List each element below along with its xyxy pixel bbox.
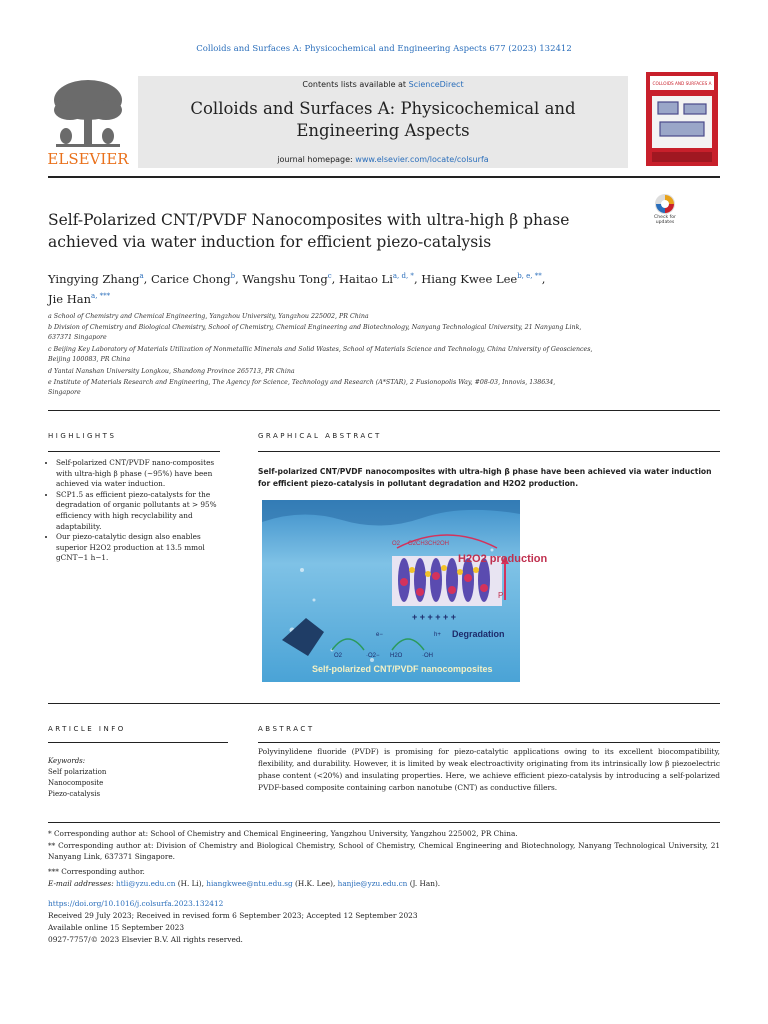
email-addresses — [48, 878, 720, 889]
affiliation: c Beijing Key Laboratory of Materials Utilization of Nonmetallic Minerals and Solid Wastes, School of Materials Science and Technology, China University of Geosciences, — [48, 346, 593, 353]
abstract-text: Polyvinylidene fluoride (PVDF) is promising for piezo-catalytic applications owing to its excellent biocompatibility, flexibility, and durability. However, it is limited by weak electroactivity originating from its intrinsically low β piezoelectric phase content (<20%) and insulating properties. Here, we achieve efficient piezo-catalysis by introducing a self-polarized PVDF-based composite containing carbon nanotube (CNT) as conductive fillers. — [258, 747, 720, 792]
highlights-rule — [48, 451, 220, 452]
label-polarization: P — [498, 591, 504, 600]
email-label: E-mail addresses: — [48, 879, 114, 888]
email-link[interactable]: htli@yzu.edu.cn — [116, 879, 176, 888]
label-electron: e− — [376, 632, 383, 638]
abstract-rule — [258, 742, 720, 743]
footnote: * Corresponding author at: School of Chemistry and Chemical Engineering, Yangzhou University, Yangzhou 225002, PR China. — [48, 829, 518, 838]
author-affil-sup[interactable]: a, d, * — [392, 272, 414, 280]
footnote: ** Corresponding author at: Division of Chemistry and Biological Chemistry, School of Chemistry, Chemical Engineering and Biotechnology, Nanyang Technological University, 21 Nanyang Link, 637371 Singapore. — [48, 841, 720, 861]
email-owner: (H. Li), — [175, 879, 207, 888]
author-affil-sup[interactable]: c — [327, 272, 332, 280]
author[interactable]: Jie Han — [48, 291, 92, 306]
email-link[interactable]: hanjie@yzu.edu.cn — [337, 879, 408, 888]
affiliation: Beijing 100083, PR China — [48, 356, 131, 363]
check-updates-label: Check for updates — [654, 215, 676, 225]
author[interactable]: Hiang Kwee Lee — [421, 271, 518, 286]
author[interactable]: Haitao Li — [338, 271, 393, 286]
journal-title: Colloids and Surfaces A: Physicochemical and Engineering Aspects — [190, 99, 576, 140]
label-degradation: Degradation — [452, 629, 505, 639]
sciencedirect-link[interactable]: ScienceDirect — [408, 80, 464, 89]
cover-title: COLLOIDS AND SURFACES A — [652, 81, 712, 86]
affiliation: b Division of Chemistry and Biological Chemistry, School of Chemistry, Chemical Engineering and Biotechnology, Nanyang Technological University, 21 Nanyang Link, — [48, 324, 582, 331]
keyword[interactable]: Self polarization — [48, 768, 107, 776]
author[interactable]: Yingying Zhang — [48, 271, 140, 286]
label-plus-charges: + + + + + + — [412, 612, 457, 622]
keyword[interactable]: Nanocomposite — [48, 779, 104, 787]
homepage-prefix: journal homepage: — [277, 155, 356, 164]
journal-homepage — [138, 155, 628, 164]
email-owner: (J. Han). — [407, 879, 441, 888]
graphical-abstract-rule — [258, 451, 720, 452]
section-rule — [48, 410, 720, 411]
title-line-1: Self-Polarized CNT/PVDF Nanocomposites with ultra-high β phase — [48, 211, 570, 229]
label-water: H2O — [390, 653, 403, 659]
highlights-heading: HIGHLIGHTS — [48, 432, 117, 440]
affiliation: e Institute of Materials Research and Engineering, The Agency for Science, Technology and Research (A*STAR), 2 Fusionopolis Way, #08-03, Innovis, 138634, — [48, 379, 556, 386]
label-hydroxyl: ·OH — [422, 653, 433, 659]
label-hole: h+ — [434, 632, 441, 638]
contents-prefix: Contents lists available at — [302, 80, 409, 89]
author[interactable]: Wangshu Tong — [242, 271, 328, 286]
figure-caption-text: Self-polarized CNT/PVDF nanocomposites — [312, 664, 493, 674]
footnote-rule — [48, 822, 720, 823]
article-info-heading: ARTICLE INFO — [48, 725, 126, 733]
label-o2-ethanol: O2CH3CH2OH — [408, 541, 450, 547]
highlight-item: • Self-polarized CNT/PVDF nano-composites with ultra-high β phase (~95%) have been achieved via water induction. — [56, 458, 220, 490]
elsevier-logo[interactable] — [46, 72, 130, 168]
author-affil-sup[interactable]: b, e, ** — [517, 272, 542, 280]
email-owner: (H.K. Lee), — [292, 879, 338, 888]
affiliation: a School of Chemistry and Chemical Engineering, Yangzhou University, Yangzhou 225002, PR China — [48, 313, 369, 320]
abstract-heading: ABSTRACT — [258, 725, 315, 733]
elsevier-wordmark: ELSEVIER — [47, 150, 129, 168]
title-line-2: achieved via water induction for efficient piezo-catalysis — [48, 233, 492, 251]
keywords-label: Keywords: — [48, 757, 86, 765]
running-header[interactable]: Colloids and Surfaces A: Physicochemical and Engineering Aspects 677 (2023) 132412 — [196, 44, 572, 54]
masthead-rule — [48, 176, 720, 178]
article-info-rule — [48, 742, 228, 743]
graphical-abstract-heading: GRAPHICAL ABSTRACT — [258, 432, 382, 440]
article-title — [48, 209, 618, 253]
label-o2-left: O2 — [334, 653, 343, 659]
contents-line — [138, 80, 628, 89]
check-for-updates-badge[interactable] — [650, 193, 680, 229]
highlights-list — [48, 458, 220, 564]
graphical-abstract-figure[interactable] — [262, 500, 548, 682]
section-rule — [48, 703, 720, 704]
author[interactable]: Carice Chong — [150, 271, 231, 286]
highlight-item: • SCP1.5 as efficient piezo-catalysts for the degradation of organic pollutants at > 95% efficiency with high recyclability and adaptability. — [56, 490, 220, 532]
author-affil-sup[interactable]: a, *** — [91, 291, 111, 300]
graphical-abstract-text: Self-polarized CNT/PVDF nanocomposites with ultra-high β phase have been achieved via water induction for efficient piezo-catalysis in pollutant degradation and H2O2 production. — [258, 467, 712, 488]
label-superoxide: ·O2− — [366, 653, 380, 659]
received-dates: Received 29 July 2023; Received in revised form 6 September 2023; Accepted 12 September 2023 — [48, 911, 418, 920]
affiliation: d Yantai Nanshan University Longkou, Shandong Province 265713, PR China — [48, 368, 295, 375]
keywords-block — [48, 756, 228, 800]
affiliation: 637371 Singapore — [48, 334, 107, 341]
label-o2-top: O2 — [392, 541, 401, 547]
author-affil-sup[interactable]: b — [230, 272, 236, 280]
email-link[interactable]: hiangkwee@ntu.edu.sg — [206, 879, 293, 888]
copyright: 0927-7757/© 2023 Elsevier B.V. All rights reserved. — [48, 935, 243, 944]
homepage-link[interactable]: www.elsevier.com/locate/colsurfa — [355, 155, 489, 164]
highlight-item: • Our piezo-catalytic design also enables superior H2O2 production at 13.5 mmol gCNT−1 h−1. — [56, 532, 220, 564]
journal-cover[interactable] — [646, 72, 718, 166]
author-affil-sup[interactable]: a — [139, 272, 144, 280]
footnote: *** Corresponding author. — [48, 867, 145, 876]
label-h2o2-production: H2O2 production — [458, 553, 548, 565]
doi-link[interactable]: https://doi.org/10.1016/j.colsurfa.2023.132412 — [48, 899, 224, 908]
affiliation: Singapore — [48, 389, 81, 396]
author-list: Yingying Zhang$^a$, Carice Chong$^b$, Wangshu Tong$^c$, Haitao $Li^{a, d, *}$, Hiang Kwee Lee$^{b, e, **}$, Jie Han$^{a, ***}$ — [48, 271, 546, 306]
available-online: Available online 15 September 2023 — [48, 923, 185, 932]
keyword[interactable]: Piezo-catalysis — [48, 790, 101, 798]
